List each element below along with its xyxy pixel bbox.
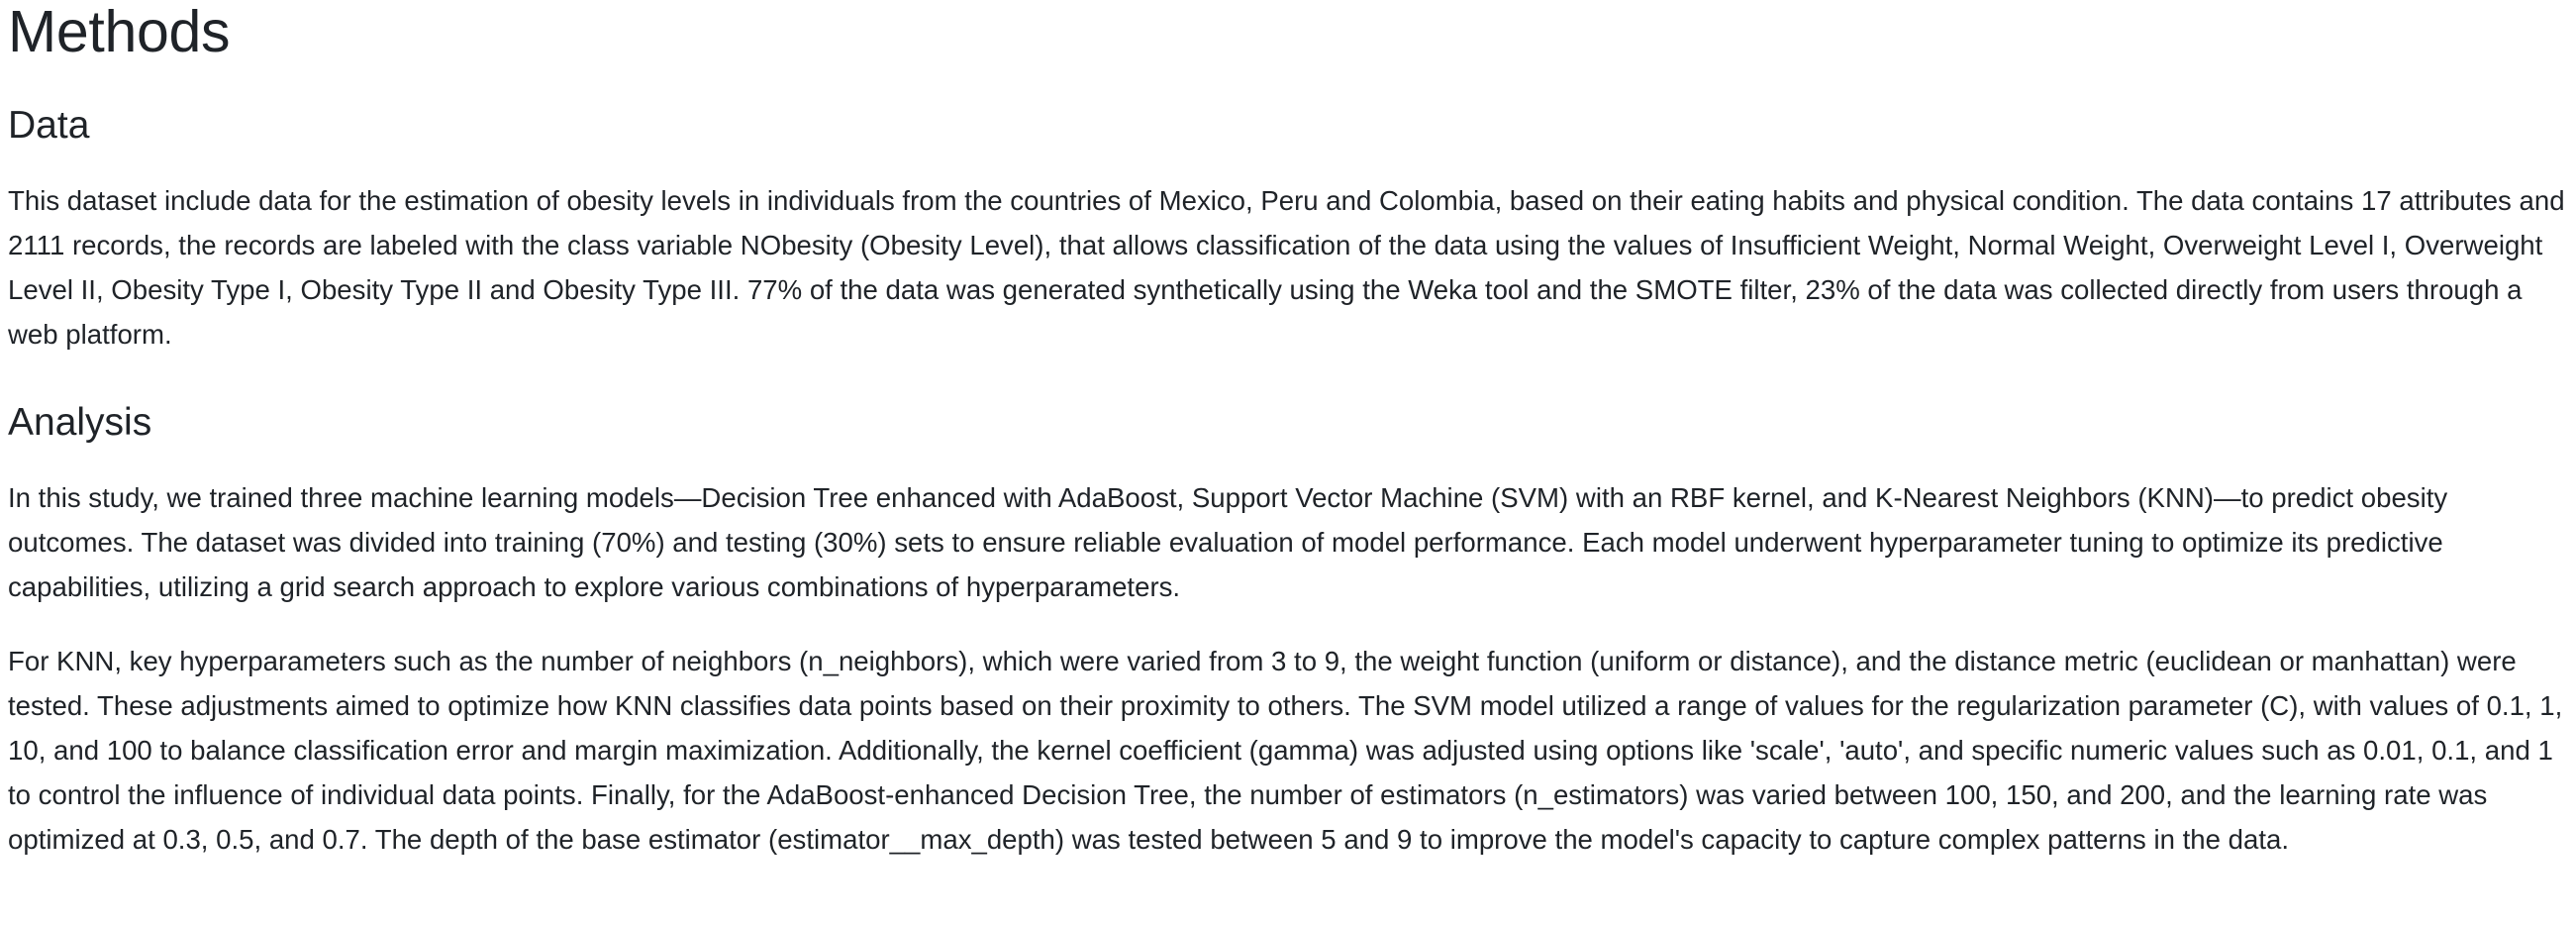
page-title: Methods	[8, 0, 231, 64]
data-paragraph: This dataset include data for the estimation of obesity levels in individuals from the countries of Mexico, Peru and Colombia, based on their eating habits and physical condition. The data contains 17 attributes and 2111 records, the records are labeled with the class variable NObesity (Obesity Level), that allows classification of the data using the values of Insufficient Weight, Normal Weight, Overweight Level I, Overweight Level II, Obesity Type I, Obesity Type II and Obesity Type III. 77% of the data was generated synthetically using the Weka tool and the SMOTE filter, 23% of the data was collected directly from users through a web platform.	[8, 185, 2565, 350]
section-heading-data: Data	[8, 104, 90, 147]
analysis-paragraph-2: For KNN, key hyperparameters such as the number of neighbors (n_neighbors), which were varied from 3 to 9, the weight function (uniform or distance), and the distance metric (euclidean or manhattan) were tested. These adjustments aimed to optimize how KNN classifies data points based on their proximity to others. The SVM model utilized a range of values for the regularization parameter (C), with values of 0.1, 1, 10, and 100 to balance classification error and margin maximization. Additionally, the kernel coefficient (gamma) was adjusted using options like 'scale', 'auto', and specific numeric values such as 0.01, 0.1, and 1 to control the influence of individual data points. Finally, for the AdaBoost-enhanced Decision Tree, the number of estimators (n_estimators) was varied between 100, 150, and 200, and the learning rate was optimized at 0.3, 0.5, and 0.7. The depth of the base estimator (estimator__max_depth) was tested between 5 and 9 to improve the model's capacity to capture complex patterns in the data.	[8, 646, 2563, 855]
analysis-paragraph-1: In this study, we trained three machine learning models—Decision Tree enhanced with AdaBoost, Support Vector Machine (SVM) with an RBF kernel, and K-Nearest Neighbors (KNN)—to predict obesity outcomes. The dataset was divided into training (70%) and testing (30%) sets to ensure reliable evaluation of model performance. Each model underwent hyperparameter tuning to optimize its predictive capabilities, utilizing a grid search approach to explore various combinations of hyperparameters.	[8, 482, 2448, 602]
section-heading-analysis: Analysis	[8, 401, 152, 444]
